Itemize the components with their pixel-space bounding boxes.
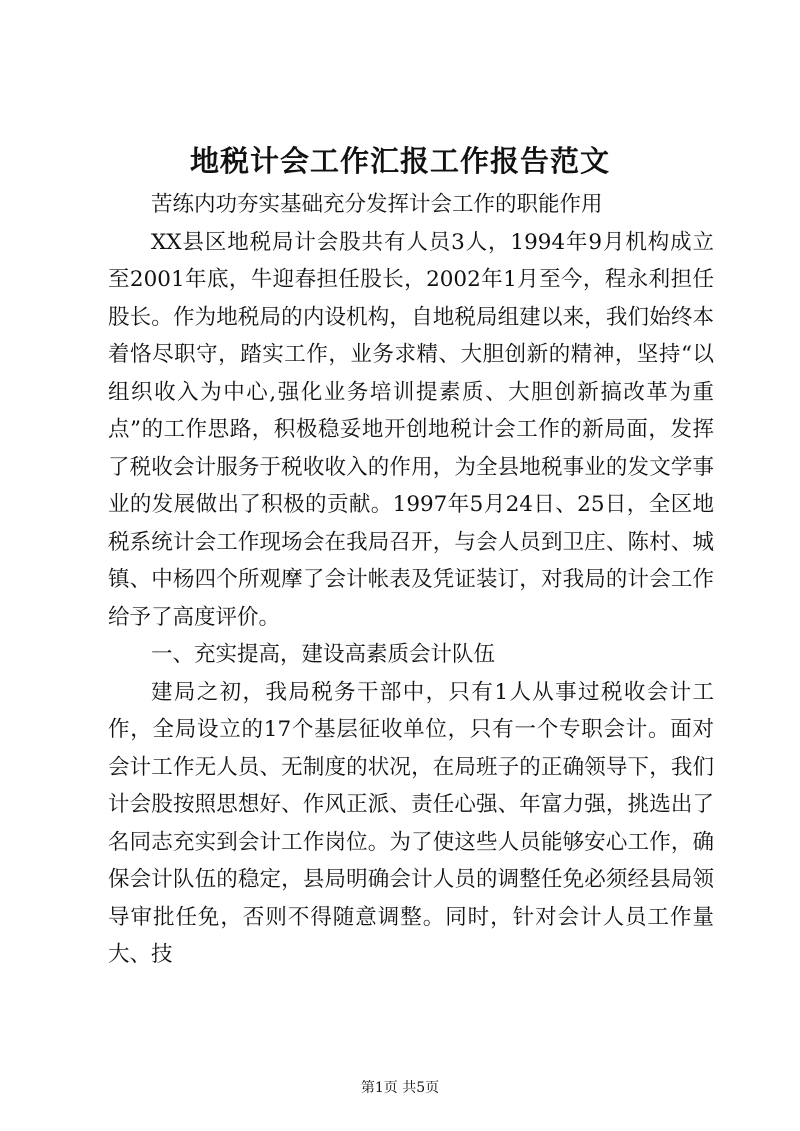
paragraph-team-building: 建局之初，我局税务干部中，只有1人从事过税收会计工作，全局设立的17个基层征收单位，只有一个专职会计。面对会计工作无人员、无制度的状况，在局班子的正确领导下，我们计会股按照思想好、作风正派、责任心强、年富力强，挑选出了名同志充实到会计工作岗位。为了使这些人员能够安心工作，确保会计队伍的稳定，县局明确会计人员的调整任免必须经县局领导审批任免，否则不得随意调整。同时，针对会计人员工作量大、技 (108, 679, 714, 967)
document-body (108, 186, 714, 974)
section-heading: 一、充实提高，建设高素质会计队伍 (151, 642, 496, 667)
paragraph-intro: XX县区地税局计会股共有人员3人，1994年9月机构成立至2001年底，牛迎春担任股长，2002年1月至今，程永利担任股长。作为地税局的内设机构，自地税局组建以来，我们始终本着恪尽职守，踏实工作，业务求精、大胆创新的精神，坚持“以组织收入为中心,强化业务培训提素质、大胆创新搞改革为重点”的工作思路，积极稳妥地开创地税计会工作的新局面，发挥了税收会计服务于税收收入的作用，为全县地税事业的发文学事业的发展做出了积极的贡献。1997年5月24日、25日，全区地税系统计会工作现场会在我局召开，与会人员到卫庄、陈村、城镇、中杨四个所观摩了会计帐表及凭证装订，对我局的计会工作给予了高度评价。 (108, 229, 714, 630)
page-footer: 第1页 共5页 (360, 1080, 440, 1096)
document-title: 地税计会工作汇报工作报告范文 (189, 144, 610, 178)
section-subtitle: 苦练内功夯实基础充分发挥计会工作的职能作用 (151, 192, 603, 217)
